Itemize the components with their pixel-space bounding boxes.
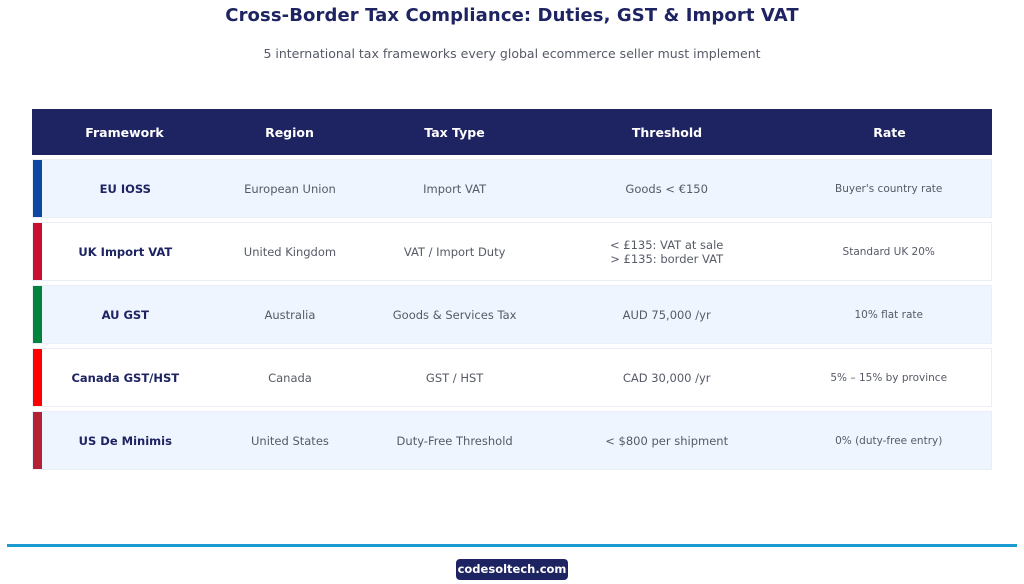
header-region: Region — [265, 124, 314, 140]
table-row — [32, 285, 992, 344]
cell-tax-type: Goods & Services Tax — [392, 307, 517, 322]
cell-framework: US De Minimis — [78, 433, 172, 448]
row-accent-bar — [33, 412, 42, 469]
table-row — [32, 222, 992, 281]
cell-framework: AU GST — [101, 307, 150, 322]
cell-threshold — [547, 238, 787, 266]
cell-tax-type: Duty-Free Threshold — [396, 433, 513, 448]
cell-threshold — [547, 308, 787, 322]
cell-framework: UK Import VAT — [78, 244, 173, 259]
page-subtitle: 5 international tax frameworks every global ecommerce seller must implement — [263, 46, 761, 61]
cell-threshold — [547, 434, 787, 448]
cell-threshold — [547, 182, 787, 196]
table-row — [32, 411, 992, 470]
row-accent-bar — [33, 349, 42, 406]
page-title: Cross-Border Tax Compliance: Duties, GST & Import VAT — [225, 5, 799, 26]
threshold-line: Goods < €150 — [625, 181, 708, 196]
row-accent-bar — [33, 160, 42, 217]
row-accent-bar — [33, 223, 42, 280]
header-framework: Framework — [85, 124, 164, 140]
cell-threshold — [547, 371, 787, 385]
cell-framework: EU IOSS — [99, 181, 151, 196]
cell-region: Australia — [264, 307, 316, 322]
site-badge[interactable]: codesoltech.com — [456, 559, 568, 580]
cell-rate: 10% flat rate — [854, 308, 923, 321]
table-row — [32, 348, 992, 407]
cell-tax-type: VAT / Import Duty — [403, 244, 506, 259]
tax-frameworks-table — [32, 109, 992, 470]
threshold-line: < $800 per shipment — [605, 433, 729, 448]
table-row — [32, 159, 992, 218]
table-header — [32, 109, 992, 155]
cell-tax-type: GST / HST — [425, 370, 484, 385]
threshold-line: CAD 30,000 /yr — [622, 370, 711, 385]
header-threshold: Threshold — [631, 124, 703, 140]
cell-region: European Union — [244, 181, 336, 196]
cell-tax-type: Import VAT — [423, 181, 487, 196]
footer-divider — [7, 544, 1017, 547]
cell-region: Canada — [268, 370, 312, 385]
threshold-line: AUD 75,000 /yr — [622, 307, 711, 322]
cell-framework: Canada GST/HST — [71, 370, 180, 385]
cell-region: United Kingdom — [243, 244, 337, 259]
cell-rate: 5% – 15% by province — [830, 371, 948, 384]
cell-rate: 0% (duty-free entry) — [835, 434, 943, 447]
header-tax-type: Tax Type — [424, 124, 485, 140]
threshold-line: > £135: border VAT — [610, 251, 724, 266]
threshold-line: < £135: VAT at sale — [609, 237, 724, 252]
cell-rate: Buyer's country rate — [835, 182, 943, 195]
row-accent-bar — [33, 286, 42, 343]
header-rate: Rate — [873, 124, 906, 140]
cell-region: United States — [251, 433, 329, 448]
cell-rate: Standard UK 20% — [842, 245, 935, 258]
